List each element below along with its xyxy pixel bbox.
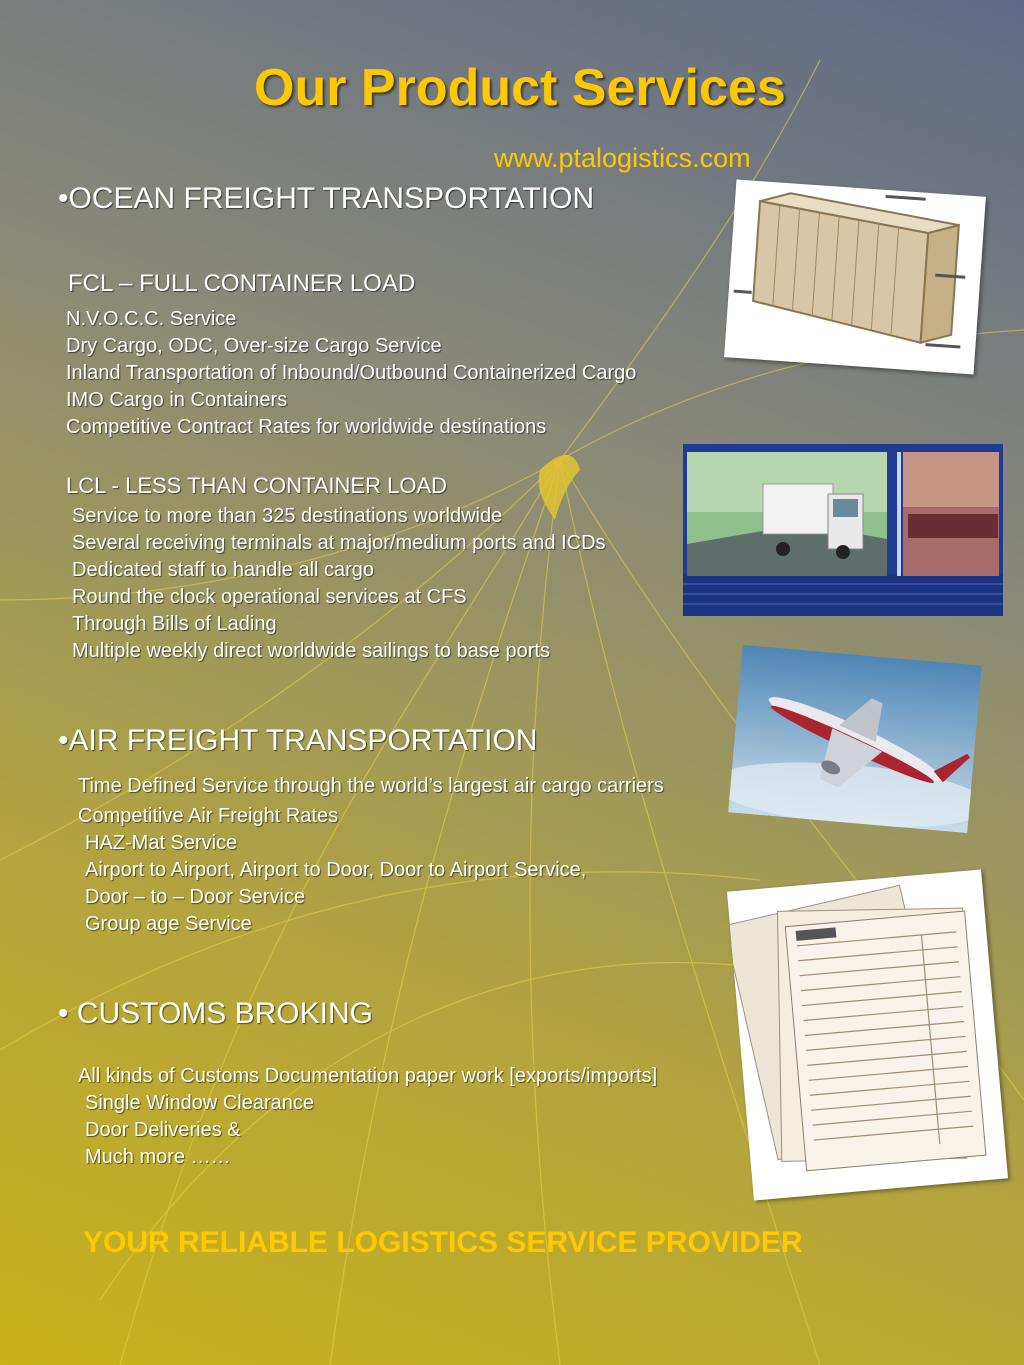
ocean-freight-heading: •OCEAN FREIGHT TRANSPORTATION — [58, 182, 595, 215]
airplane-image — [728, 645, 982, 833]
customs-list-item-1: All kinds of Customs Documentation paper work [exports/imports] — [78, 1065, 658, 1087]
list-item: Door Deliveries & — [85, 1119, 241, 1141]
customs-list — [85, 1090, 314, 1171]
tagline: YOUR RELIABLE LOGISTICS SERVICE PROVIDER — [83, 1226, 803, 1259]
container-diagram-image — [724, 179, 986, 374]
list-item: Group age Service — [85, 913, 252, 935]
list-item: Through Bills of Lading — [72, 613, 277, 635]
air-list-item-1: Time Defined Service through the world’s largest air cargo carriers — [78, 775, 664, 797]
list-item: IMO Cargo in Containers — [66, 389, 288, 411]
truck-road-image — [683, 444, 1003, 616]
list-item: HAZ-Mat Service — [85, 832, 238, 854]
website-url[interactable]: www.ptalogistics.com — [494, 143, 751, 173]
air-freight-heading: •AIR FREIGHT TRANSPORTATION — [58, 724, 538, 757]
list-item: Service to more than 325 destinations worldwide — [72, 505, 503, 527]
list-item: Multiple weekly direct worldwide sailings to base ports — [72, 640, 550, 662]
lcl-list — [72, 503, 606, 665]
lcl-heading: LCL - LESS THAN CONTAINER LOAD — [66, 473, 448, 498]
air-list — [85, 830, 586, 938]
fcl-list — [66, 306, 636, 441]
list-item: Dedicated staff to handle all cargo — [72, 559, 375, 581]
list-item: Much more …… — [85, 1146, 231, 1168]
list-item: Door – to – Door Service — [85, 886, 306, 908]
air-list-item-2: Competitive Air Freight Rates — [78, 805, 339, 827]
list-item: Round the clock operational services at CFS — [72, 586, 467, 608]
customs-documents-image — [727, 869, 1008, 1200]
page-title: Our Product Services — [254, 59, 786, 117]
list-item: Competitive Contract Rates for worldwide destinations — [66, 416, 547, 438]
list-item: N.V.O.C.C. Service — [66, 308, 237, 330]
list-item: Airport to Airport, Airport to Door, Door to Airport Service, — [85, 859, 587, 881]
fcl-heading: FCL – FULL CONTAINER LOAD — [68, 270, 416, 297]
list-item: Inland Transportation of Inbound/Outbound Containerized Cargo — [66, 362, 637, 384]
list-item: Several receiving terminals at major/medium ports and ICDs — [72, 532, 606, 554]
list-item: Single Window Clearance — [85, 1092, 315, 1114]
customs-heading: • CUSTOMS BROKING — [58, 997, 373, 1030]
list-item: Dry Cargo, ODC, Over-size Cargo Service — [66, 335, 442, 357]
